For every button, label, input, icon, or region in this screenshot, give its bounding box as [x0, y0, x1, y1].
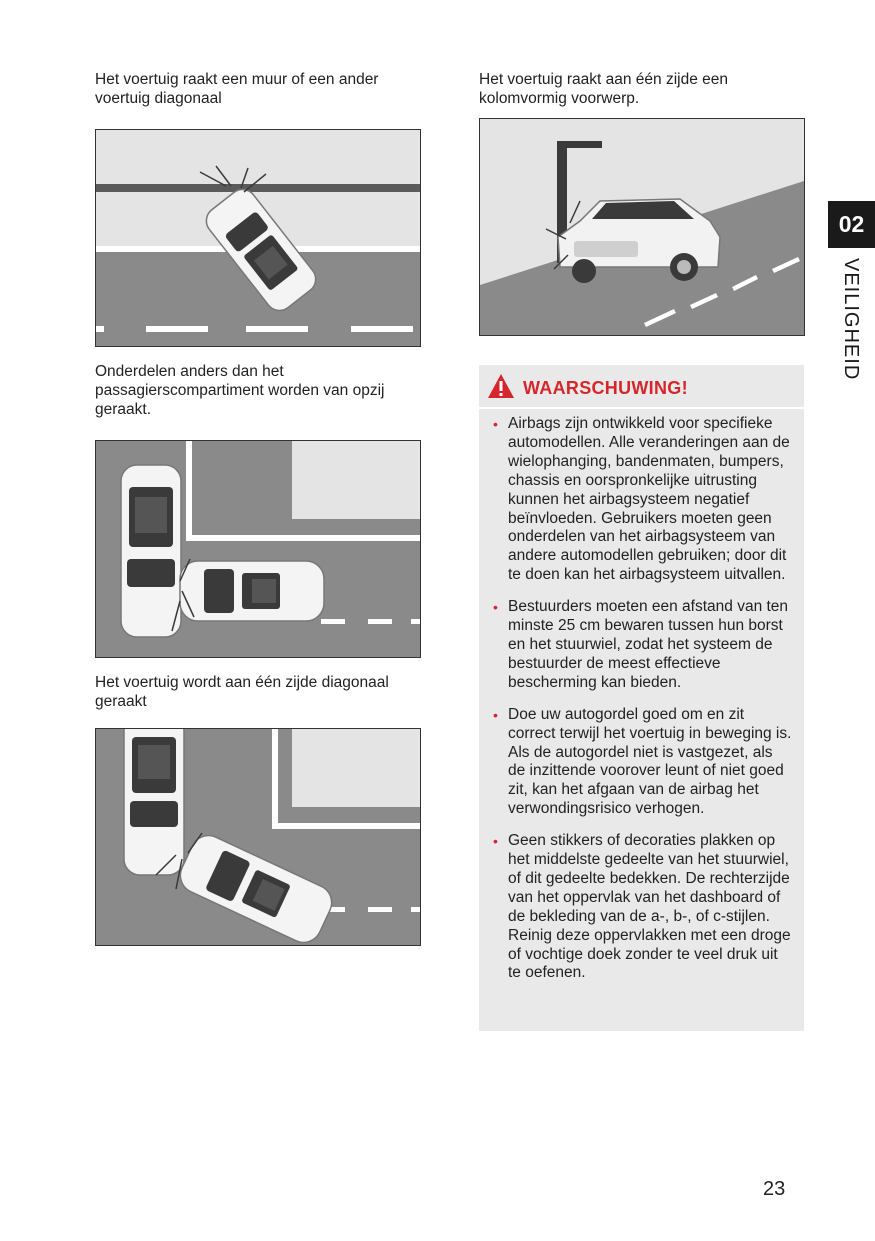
- warning-list: [493, 415, 793, 996]
- warning-box: [479, 365, 804, 1031]
- bullet-icon: •: [493, 833, 498, 850]
- warning-triangle-icon: [487, 373, 515, 404]
- warning-item-text: Bestuurders moeten een afstand van ten minste 25 cm bewaren tussen hun borst en het stuurwiel, zodat het systeem de bestuurder de meest effectieve bescherming kan bieden.: [508, 598, 789, 691]
- bullet-icon: •: [493, 706, 498, 723]
- illustration-column-object-crash: [479, 118, 805, 336]
- warning-title: WAARSCHUWING!: [523, 378, 688, 398]
- warning-item-text: Airbags zijn ontwikkeld voor specifieke automodellen. Alle veranderingen aan de wielophanging, bandenmaten, bumpers, chassis en oorspronkelijke uitrusting kunnen het airbagsysteem negatief beïnvloeden. Gebruikers moeten geen onderdelen van het airbagsysteem van andere automodellen gebruiken; door dit te doen kan het airbagsysteem uitvallen.: [508, 415, 790, 584]
- warning-header: [487, 373, 688, 404]
- bullet-icon: •: [493, 416, 498, 432]
- illustration-side-diagonal-crash: [95, 728, 421, 946]
- warning-item: [493, 832, 793, 983]
- warning-item: [493, 706, 793, 819]
- warning-item-text: Geen stikkers of decoraties plakken op het middelste gedeelte van het stuurwiel, of dit gedeelte bedekken. De rechterzijde van het oppervlak van het dashboard of de bekleding van de a-, b-, of c-stijlen. Reinig deze oppervlakken met een droge of vochtige doek zonder te veel druk uit te oefenen.: [508, 832, 791, 982]
- illustration-side-impact-crash: [95, 440, 421, 658]
- warning-item-text: Doe uw autogordel goed om en zit correct terwijl het voertuig in beweging is. Als de autogordel niet is vastgezet, als de inzittende voorover leunt of niet goed zit, kan het afgaan van de airbag het verwondingsrisico verhogen.: [508, 705, 792, 818]
- illustration-wall-diagonal-crash: [95, 129, 421, 347]
- warning-item: [493, 598, 793, 693]
- bullet-icon: •: [493, 599, 498, 616]
- warning-item: [493, 415, 793, 585]
- warning-divider: [479, 407, 804, 409]
- caption-side-diagonal: Het voertuig wordt aan één zijde diagonaal geraakt: [95, 674, 389, 710]
- caption-wall-diagonal: Het voertuig raakt een muur of een ander voertuig diagonaal: [95, 71, 379, 107]
- page-number: 23: [763, 1178, 786, 1200]
- caption-side-impact: Onderdelen anders dan het passagierscompartiment worden van opzij geraakt.: [95, 363, 385, 418]
- caption-column-object: Het voertuig raakt aan één zijde een kolomvormig voorwerp.: [479, 71, 729, 107]
- section-label: VEILIGHEID: [840, 258, 862, 381]
- section-number-tab: 02: [828, 201, 875, 248]
